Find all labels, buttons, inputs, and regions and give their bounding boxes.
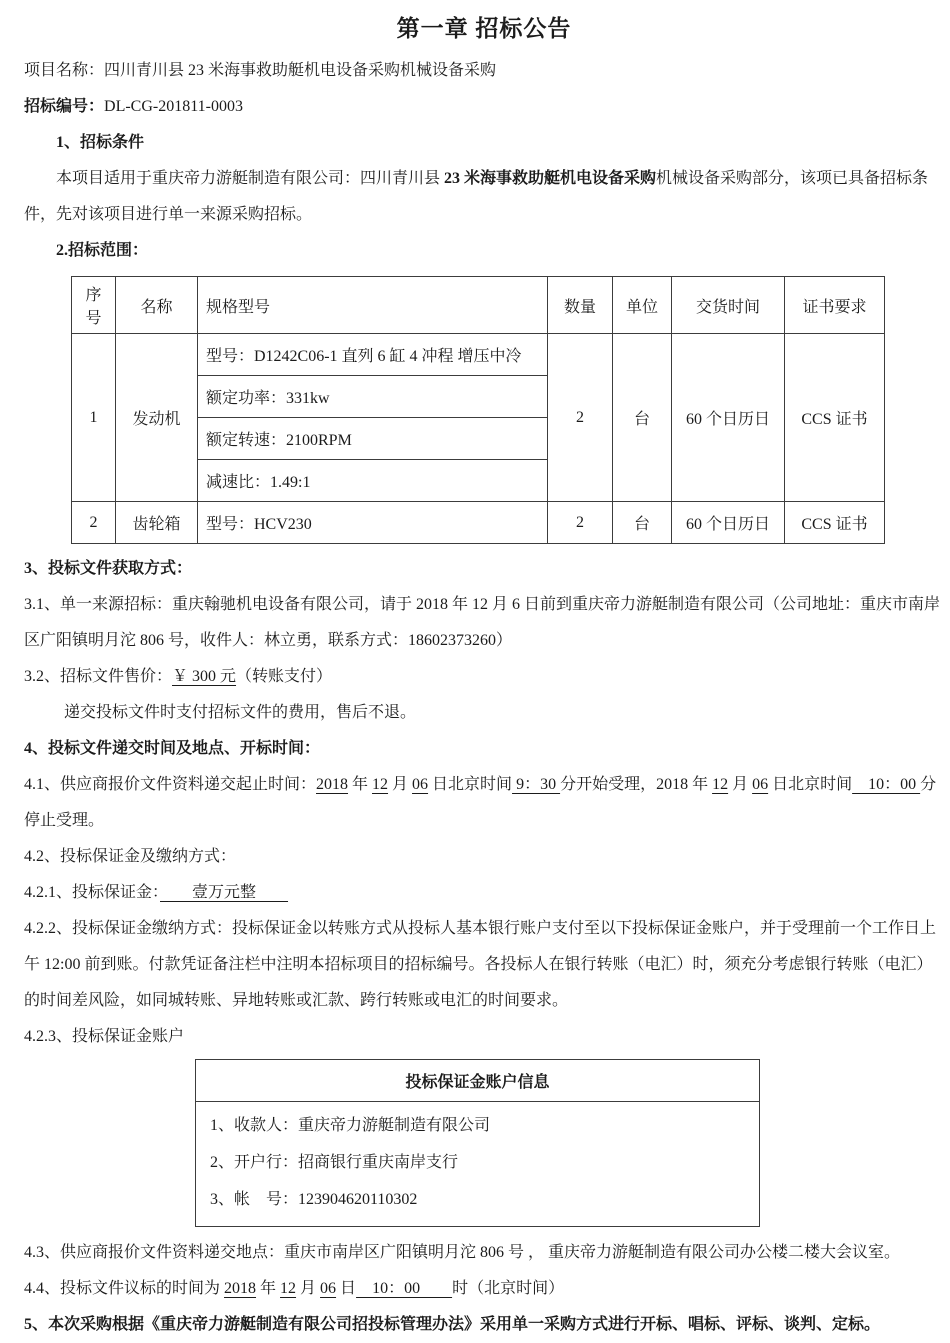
tender-number-line	[24, 89, 944, 125]
item-4-2: 4.2、投标保证金及缴纳方式：	[24, 848, 237, 865]
row1-seq: 1	[72, 334, 116, 502]
section4-heading: 4、投标文件递交时间及地点、开标时间：	[24, 740, 321, 757]
table-row	[72, 334, 885, 376]
account-box-body	[196, 1102, 759, 1226]
item-4-2-2: 4.2.2、投标保证金缴纳方式：投标保证金以转账方式从投标人基本银行账户支付至以下投标保证金账户，并于受理前一个工作日上午 12:00 前到账。付款凭证备注栏中注明本招标项目的招标编号。各投标人在银行转账（电汇）时，须充分考虑银行转账（电汇）的时间差风险，如同城转账、异地转账或汇款、跨行转账或电汇的时间要求。	[24, 920, 937, 1009]
row2-name: 齿轮箱	[116, 502, 198, 544]
item-4-2-3: 4.2.3、投标保证金账户	[24, 1028, 185, 1045]
project-name-line: 项目名称：四川青川县 23 米海事救助艇机电设备采购机械设备采购	[24, 62, 497, 79]
row2-unit: 台	[613, 502, 672, 544]
row1-spec-model: 型号：D1242C06-1 直列 6 缸 4 冲程 增压中冷	[198, 334, 548, 376]
row2-seq: 2	[72, 502, 116, 544]
item-4-2-1: 4.2.1、投标保证金： 壹万元整	[24, 884, 289, 901]
row1-qty: 2	[548, 334, 613, 502]
row2-cert: CCS 证书	[785, 502, 885, 544]
item-4-1: 4.1、供应商报价文件资料递交起止时间：2018 年 12 月 06 日北京时间 9：30 分开始受理，2018 年 12 月 06 日北京时间 10：00 分停止受理。	[24, 776, 937, 829]
bid-bond-account-box	[195, 1059, 760, 1227]
row2-delivery: 60 个日历日	[672, 502, 785, 544]
row1-unit: 台	[613, 334, 672, 502]
section5-line: 5、本次采购根据《重庆帝力游艇制造有限公司招投标管理办法》采用单一采购方式进行开标、唱标、评标、谈判、定标。	[24, 1316, 881, 1334]
row1-spec-ratio: 减速比：1.49:1	[198, 460, 548, 502]
account-number-line: 3、帐 号：123904620110302	[210, 1190, 418, 1208]
section1-paragraph: 本项目适用于重庆帝力游艇制造有限公司：四川青川县 23 米海事救助艇机电设备采购机械设备采购部分，该项已具备招标条件，先对该项目进行单一来源采购招标。	[24, 170, 929, 223]
section2-heading: 2.招标范围：	[56, 242, 149, 259]
tender-number-label: 招标编号：	[24, 98, 105, 115]
account-box-title: 投标保证金账户信息	[196, 1060, 759, 1102]
row1-spec-rpm: 额定转速：2100RPM	[198, 418, 548, 460]
header-unit: 单位	[613, 277, 672, 334]
item-4-4: 4.4、投标文件议标的时间为 2018 年 12 月 06 日 10：00 时（北京时间）	[24, 1280, 565, 1298]
row1-spec-power: 额定功率：331kw	[198, 376, 548, 418]
account-payee-line: 1、收款人：重庆帝力游艇制造有限公司	[210, 1117, 491, 1134]
row2-spec: 型号：HCV230	[198, 502, 548, 544]
row1-cert: CCS 证书	[785, 334, 885, 502]
section3-heading: 3、投标文件获取方式：	[24, 560, 193, 577]
header-name: 名称	[116, 277, 198, 334]
page-title: 第一章 招标公告	[396, 16, 572, 41]
row1-delivery: 60 个日历日	[672, 334, 785, 502]
table-row	[72, 502, 885, 544]
row2-qty: 2	[548, 502, 613, 544]
row1-name: 发动机	[116, 334, 198, 502]
header-delivery: 交货时间	[672, 277, 785, 334]
tender-number-value: DL-CG-201811-0003	[104, 98, 243, 115]
item-3-2-note: 递交投标文件时支付招标文件的费用，售后不退。	[64, 704, 417, 721]
tender-scope-table	[71, 276, 885, 544]
section1-heading: 1、招标条件	[56, 134, 145, 151]
account-bank-line: 2、开户行：招商银行重庆南岸支行	[210, 1153, 459, 1171]
header-cert: 证书要求	[785, 277, 885, 334]
header-qty: 数量	[548, 277, 613, 334]
item-4-3: 4.3、供应商报价文件资料递交地点：重庆市南岸区广阳镇明月沱 806 号 ， 重庆帝力游艇制造有限公司办公楼二楼大会议室。	[24, 1244, 901, 1262]
item-3-2: 3.2、招标文件售价：￥ 300 元（转账支付）	[24, 668, 333, 685]
header-seq: 序号	[72, 277, 116, 334]
header-spec: 规格型号	[198, 277, 548, 334]
item-3-1: 3.1、单一来源招标：重庆翰驰机电设备有限公司，请于 2018 年 12 月 6 日前到重庆帝力游艇制造有限公司（公司地址：重庆市南岸区广阳镇明月沱 806 号，收件人：林立勇，联系方式：18602373260）	[24, 596, 941, 649]
table-header-row	[72, 277, 885, 334]
